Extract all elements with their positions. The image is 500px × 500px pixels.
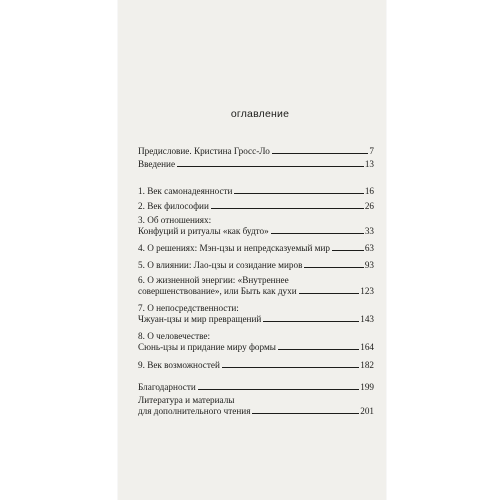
toc-entry-line (138, 314, 374, 325)
toc-entry-line (138, 186, 374, 197)
toc-page-number: 93 (364, 260, 374, 270)
toc-entry-line (138, 243, 374, 254)
toc-entry-line-first (138, 331, 374, 342)
dot-leader (272, 152, 369, 154)
dot-leader (304, 266, 363, 268)
toc-entry-title: 7. О непосредственности: (138, 303, 239, 313)
dot-leader (222, 366, 359, 368)
toc-entry-title: 3. Об отношениях: (138, 215, 212, 225)
toc-entry-title: Благодарности (138, 382, 196, 392)
toc-entry-chapter-9 (138, 360, 374, 371)
toc-entry-line-first (138, 303, 374, 314)
toc-entry-title: 6. О жизненной энергии: «Внутреннее (138, 275, 289, 285)
toc-entry-line (138, 286, 374, 297)
toc-entry-title-continued: Чжуан-цзы и мир превращений (138, 314, 262, 324)
toc-entry-title-continued: совершенствование», или Быть как духи (138, 286, 297, 296)
dot-leader (234, 192, 363, 194)
toc-entry-title-continued: Сюнь-цзы и придание миру формы (138, 342, 276, 352)
toc-entry-chapter-3 (138, 215, 374, 237)
toc-entry-line-first (138, 275, 374, 286)
toc-entry-line-first (138, 395, 374, 406)
toc-page-number: 201 (360, 406, 374, 416)
toc-entry-line (138, 406, 374, 417)
toc-entry-line (138, 342, 374, 353)
toc-entry-chapter-6 (138, 275, 374, 297)
toc-entry-title: 1. Век самонадеянности (138, 186, 233, 196)
toc-page-number: 123 (360, 286, 374, 296)
dot-leader (211, 207, 364, 209)
dot-leader (263, 320, 359, 322)
toc-page-number: 199 (360, 382, 374, 392)
dot-leader (278, 348, 359, 350)
toc-entry-title: 2. Век философии (138, 201, 209, 211)
dot-leader (177, 165, 364, 167)
toc-page-number: 26 (364, 201, 374, 211)
toc-entry-introduction (138, 159, 374, 170)
toc-page-number: 33 (364, 226, 374, 236)
toc-entry-chapter-4 (138, 243, 374, 254)
toc-page-number: 164 (360, 342, 374, 352)
toc-page-number: 7 (369, 146, 374, 156)
toc-entry-chapter-5 (138, 260, 374, 271)
toc-entry-preface (138, 146, 374, 157)
toc-entry-title-continued: для дополнительного чтения (138, 406, 251, 416)
toc-page-number: 16 (364, 186, 374, 196)
toc-entry-title: Введение (138, 159, 176, 169)
toc-entry-line (138, 382, 374, 393)
dot-leader (271, 232, 364, 234)
toc-page-number: 13 (364, 159, 374, 169)
dot-leader (252, 412, 359, 414)
toc-entry-title: 4. О решениях: Мэн-цзы и непредсказуемый мир (138, 243, 331, 253)
toc-entry-line (138, 146, 374, 157)
toc-entry-line-first (138, 215, 374, 226)
toc-entry-title: 8. О человечестве: (138, 331, 211, 341)
toc-page-number: 63 (364, 243, 374, 253)
toc-page-number: 182 (360, 360, 374, 370)
table-of-contents (138, 0, 382, 500)
toc-entry-title-continued: Конфуций и ритуалы «как будто» (138, 226, 269, 236)
dot-leader (198, 388, 359, 390)
toc-entry-further-reading (138, 395, 374, 417)
toc-entry-title: 5. О влиянии: Лао-цзы и созидание миров (138, 260, 303, 270)
toc-entry-chapter-1 (138, 186, 374, 197)
toc-entry-line (138, 226, 374, 237)
dot-leader (332, 249, 364, 251)
toc-heading: оглавление (230, 108, 290, 120)
toc-entry-title: Литература и материалы (138, 395, 235, 405)
toc-entry-chapter-8 (138, 331, 374, 353)
toc-entry-line (138, 360, 374, 371)
toc-entry-title: 9. Век возможностей (138, 360, 220, 370)
toc-entry-line (138, 260, 374, 271)
toc-entry-chapter-2 (138, 201, 374, 212)
toc-entry-line (138, 201, 374, 212)
toc-entry-acknowledgements (138, 382, 374, 393)
dot-leader (299, 292, 360, 294)
toc-entry-title: Предисловие. Кристина Гросс-Ло (138, 146, 270, 156)
toc-page-number: 143 (360, 314, 374, 324)
toc-entry-line (138, 159, 374, 170)
toc-entry-chapter-7 (138, 303, 374, 325)
